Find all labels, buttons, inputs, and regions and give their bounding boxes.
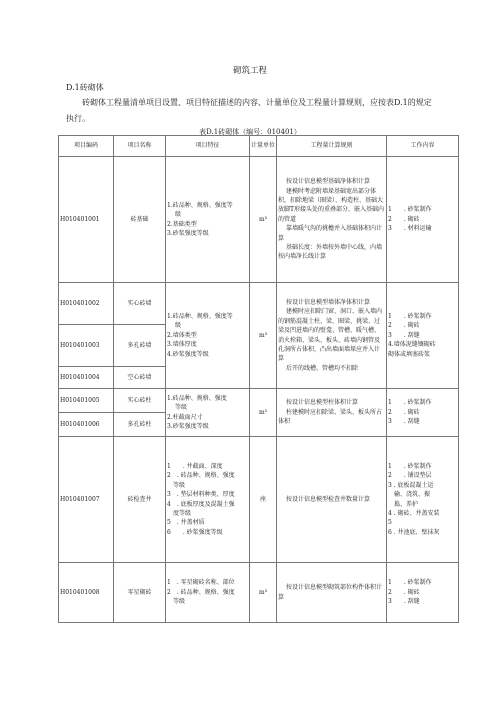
work-line: 2 . 砌砖: [388, 215, 420, 223]
masonry-spec-table: [58, 135, 459, 623]
item-name: 实心砖墙: [114, 283, 166, 325]
item-name: 多孔砖墙: [114, 325, 166, 367]
table-row: [59, 283, 459, 325]
item-name: 砖基础: [114, 157, 166, 283]
item-name: 砖检查井: [114, 437, 166, 563]
header-rule: 工程量计算规则: [277, 136, 387, 157]
feature-line: 等级: [175, 404, 188, 412]
feature-line: 度等级: [167, 509, 192, 517]
feature-line: 2 . 砖品种、规格、强度: [167, 588, 235, 596]
work-line: 砌体或填塞砖浆: [388, 350, 431, 358]
feature-line: 1 . 井截面、深度: [167, 462, 223, 470]
item-work: [387, 283, 459, 389]
work-line: 6 . 井池底、壁抹灰: [388, 528, 440, 536]
rule-line: 按设计信息模型墙体净体积计算: [286, 298, 371, 306]
work-line: 5: [388, 519, 392, 527]
rule-line: 后开的线槽、管槽均不扣除: [286, 364, 359, 372]
feature-line: 3.墙体厚度: [167, 341, 197, 349]
work-line: 3 . 刮缝: [388, 331, 420, 339]
work-line: 4 . 砌砖、井盖安装: [388, 509, 440, 517]
feature-line: 6 . 砂浆强度等级: [167, 528, 223, 536]
work-line: 2 . 砌砖: [388, 322, 420, 330]
table-row: [59, 437, 459, 563]
item-code: H010401006: [59, 413, 114, 437]
work-line: 2 . 砌砖: [388, 588, 420, 596]
table-caption: 表D.1砖砌体（编号：010401）: [199, 128, 301, 136]
work-line: 1 . 砂浆制作: [388, 462, 432, 470]
item-features: [166, 389, 250, 437]
item-features: [166, 157, 250, 283]
item-unit: 座: [250, 437, 277, 563]
work-line: 2 . 砌砖: [388, 408, 420, 416]
work-line: 输、浇筑、振: [388, 491, 431, 499]
item-name: 多孔砖柱: [114, 413, 166, 437]
rule-line: 基础长度：外墙按外墙中心线，内墙按内墙净长线计算: [278, 244, 383, 261]
item-rule: [277, 437, 387, 563]
item-code: H010401003: [59, 325, 114, 367]
item-name: 零星砌砖: [114, 563, 166, 623]
feature-line: 2 . 砖品种、规格、强度: [167, 472, 235, 480]
feature-line: 级: [175, 211, 182, 219]
rule-line: 靠墙暖气沟的挑檐并入基础体积内计算: [278, 225, 383, 242]
work-line: 捣、养护: [388, 500, 419, 508]
item-rule: [277, 389, 387, 437]
page-title: 砌筑工程: [232, 66, 267, 76]
item-work: [387, 157, 459, 283]
work-line: 3 . 材料运输: [388, 225, 432, 233]
work-line: 1 . 砂浆制作: [388, 206, 432, 214]
item-code: H010401004: [59, 367, 114, 389]
feature-line: 5 . 井盖材质: [167, 519, 205, 527]
item-code: H010401007: [59, 437, 114, 563]
item-unit: m³: [250, 389, 277, 437]
item-code: H010401002: [59, 283, 114, 325]
feature-line: 等级: [167, 481, 186, 489]
item-rule: [277, 563, 387, 623]
item-code: H010401005: [59, 389, 114, 413]
item-rule: [277, 157, 387, 283]
item-rule: [277, 283, 387, 389]
header-code: 项目编码: [59, 136, 114, 157]
work-line: 1 . 砂浆制作: [388, 399, 432, 407]
item-name: 空心砖墙: [114, 367, 166, 389]
item-unit: m³: [250, 157, 277, 283]
item-code: H010401008: [59, 563, 114, 623]
feature-line: 2.柱截面尺寸: [167, 413, 203, 421]
rule-line: 按设计信息模型柱体积计算: [286, 399, 359, 407]
feature-line: 1.砖品种、规格、强度: [167, 394, 227, 402]
item-work: [387, 437, 459, 563]
intro-paragraph: 砖砌体工程量清单项目设置、项目特征描述的内容、计量单位及工程量计算规则，应按表D.1的规定执行。: [66, 98, 432, 123]
feature-line: 等级: [167, 598, 186, 606]
feature-line: 级: [175, 322, 182, 330]
rule-line: 建模时应扣除门窗、洞口、嵌入墙内的钢筋混凝土柱、梁、圈梁、挑梁、过梁及凹进墙内的壁龛、管槽、暖气槽、消火栓箱、梁头、板头、砖墙内钢管及孔洞所占体积，凸出墙面墙垛应并入计算: [278, 308, 383, 363]
work-line: 1 . 砂浆制作: [388, 579, 432, 587]
item-unit: m³: [250, 563, 277, 623]
feature-line: 1 . 零星砌砖名称、部位: [167, 579, 235, 587]
feature-line: 4 . 底板厚度及混凝土强: [167, 500, 235, 508]
item-work: [387, 389, 459, 437]
header-name: 项目名称: [114, 136, 166, 157]
feature-line: 3.砂浆强度等级: [167, 422, 209, 430]
feature-line: 1.砖品种、规格、强度等: [167, 312, 233, 320]
item-features: [166, 283, 250, 389]
header-unit: 计量单位: [250, 136, 277, 157]
rule-line: 建模时考虑附墙垛基础宽出部分体积，扣除地梁（圈梁）、构造柱、基础大放脚T形接头处的重叠部分，嵌入基础内的管道: [278, 187, 385, 223]
section-heading: D.1砖砌体: [66, 83, 104, 92]
table-row: [59, 157, 459, 283]
rule-line: 柱建模时应扣除梁、梁头、板头所占体积: [278, 408, 383, 426]
feature-line: 4.砂浆强度等级: [167, 350, 209, 358]
work-line: 3 . 刮缝: [388, 598, 420, 606]
header-work: 工作内容: [387, 136, 459, 157]
work-line: 3 . 底板混凝土运: [388, 481, 434, 489]
table-header-row: [59, 136, 459, 157]
rule-line: 按设计信息模型砌筑部位构件体积计算: [278, 584, 383, 601]
feature-line: 3.砂浆强度等级: [167, 229, 209, 237]
work-line: 3 . 刮缝: [388, 418, 420, 426]
work-line: 1 . 砂浆制作: [388, 312, 432, 320]
item-work: [387, 563, 459, 623]
work-line: 4.墙体泥缝镶砌砖: [388, 341, 436, 349]
feature-line: 3 . 垫层材料种类、厚度: [167, 491, 235, 499]
table-row: [59, 563, 459, 623]
feature-line: 2.墙体类型: [167, 331, 197, 339]
rule-line: 按设计信息模型检查井数量计算: [286, 495, 371, 503]
item-code: H010401001: [59, 157, 114, 283]
item-unit: m³: [250, 283, 277, 389]
item-name: 实心砖柱: [114, 389, 166, 413]
item-features: [166, 563, 250, 623]
header-features: 项目特征: [166, 136, 250, 157]
item-features: [166, 437, 250, 563]
feature-line: 2.基础类型: [167, 220, 197, 228]
rule-line: 按设计信息模型基础净体积计算: [286, 178, 371, 186]
work-line: 2 . 铺设垫层: [388, 472, 432, 480]
table-row: [59, 389, 459, 413]
feature-line: 1.砖品种、规格、强度等: [167, 201, 233, 209]
